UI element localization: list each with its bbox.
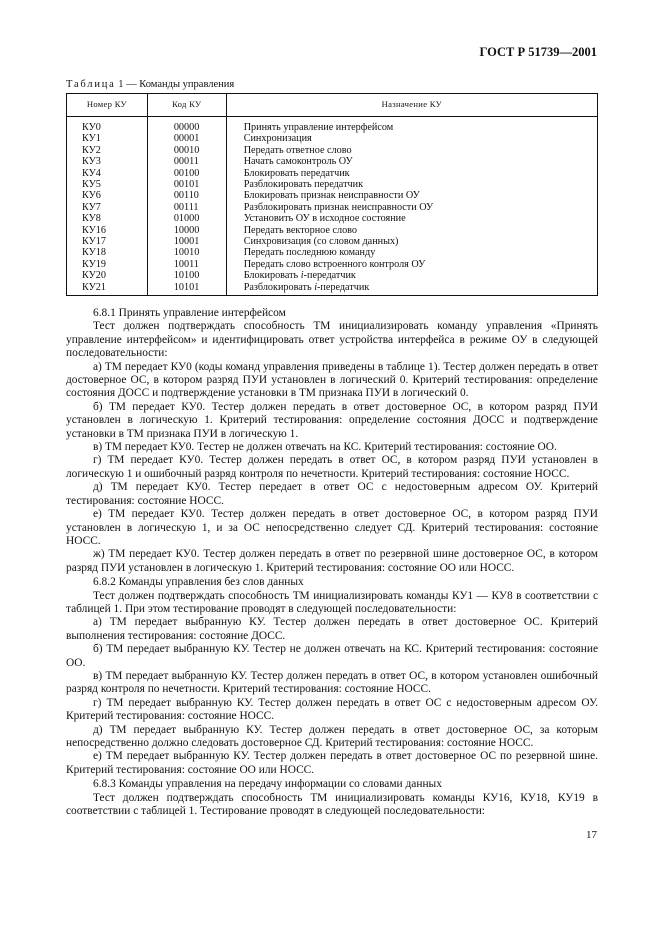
cell-command-number: КУ4 [67,168,148,179]
cell-command-number: КУ0 [67,117,148,134]
cell-command-purpose: Начать самоконтроль ОУ [226,156,597,167]
paragraph: ж) ТМ передает КУ0. Тестер должен передать в ответ по резервной шине достоверное ОС, в котором разряд ПУИ установлен в логическую 1. Критерий тестирования: состояние ОО или НОСС. [66,548,598,574]
cell-command-number: КУ3 [67,156,148,167]
cell-command-purpose: Блокировать признак неисправности ОУ [226,190,597,201]
section-heading: 6.8.2 Команды управления без слов данных [93,576,304,589]
cell-command-number: КУ7 [67,202,148,213]
table-row [67,168,598,179]
table-row [67,145,598,156]
cell-command-code: 00101 [147,179,226,190]
table-row [67,225,598,236]
table-caption [66,79,234,90]
table-header-row [67,94,598,117]
cell-command-purpose: Установить ОУ в исходное состояние [226,213,597,224]
cell-command-code: 00011 [147,156,226,167]
paragraph: Тест должен подтверждать способность ТМ инициализировать команду управления «Принять управление интерфейсом» и идентифицировать ответ устройства интерфейса в режиме ОУ в следующей последовательности: [66,320,598,360]
cell-command-code: 00000 [147,117,226,134]
page-number: 17 [586,829,597,841]
section-heading: 6.8.3 Команды управления на передачу информации со словами данных [93,778,442,791]
cell-command-code: 00001 [147,133,226,144]
table-row [67,179,598,190]
paragraph: е) ТМ передает выбранную КУ. Тестер должен передать в ответ достоверное ОС по резервной шине. Критерий тестирования: состояние ОО или НОСС. [66,750,598,776]
cell-command-number: КУ20 [67,270,148,281]
cell-command-number: КУ1 [67,133,148,144]
cell-command-number: КУ19 [67,259,148,270]
table-body [67,117,598,296]
table-row [67,117,598,134]
cell-command-number: КУ18 [67,247,148,258]
cell-command-code: 00110 [147,190,226,201]
cell-command-code: 01000 [147,213,226,224]
paragraph: г) ТМ передает выбранную КУ. Тестер должен передать в ответ ОС с недостоверным адресом ОУ. Критерий тестирования: состояние НОСС. [66,696,598,723]
table-caption-title: 1 — Команды управления [115,79,235,90]
paragraph: б) ТМ передает выбранную КУ. Тестер не должен отвечать на КС. Критерий тестирования: состояние ОО. [66,643,598,669]
paragraph: б) ТМ передает КУ0. Тестер должен передать в ответ достоверное ОС, в котором разряд ПУИ установлен в логическую 1. Критерий тестирования: определение состояния ДОСС и подтверждение установки в ТМ признака ПУИ в логическую 1. [66,400,598,440]
cell-command-purpose: Разблокировать признак неисправности ОУ [226,202,597,213]
cell-command-code: 10101 [147,282,226,296]
cell-command-number: КУ21 [67,282,148,296]
table-caption-prefix: Таблица [66,79,116,90]
cell-command-purpose: Передать ответное слово [226,145,597,156]
table-row [67,247,598,258]
cell-command-purpose: Передать последнюю команду [226,247,597,258]
paragraph: в) ТМ передает выбранную КУ. Тестер должен передать в ответ ОС, в котором установлен ошибочный разряд контроля по нечетности. Критерий тестирования: состояние НОСС. [66,669,598,696]
paragraph: е) ТМ передает КУ0. Тестер должен передать в ответ достоверное ОС, в котором разряд ПУИ установлен в логическую 1, и за ОС непосредственно следует СД. Критерий тестирования: состояние НОСС. [66,508,598,547]
cell-command-code: 00010 [147,145,226,156]
cell-command-code: 00111 [147,202,226,213]
cell-command-purpose: Блокировать i-передатчик [226,270,597,281]
table-row [67,190,598,201]
table-row [67,133,598,144]
cell-command-code: 10010 [147,247,226,258]
paragraph: д) ТМ передает выбранную КУ. Тестер должен передать в ответ достоверное ОС, за которым непосредственно должно следовать достоверное СД. Критерий тестирования: состояние НОСС. [66,723,598,749]
cell-command-code: 10100 [147,270,226,281]
paragraph: а) ТМ передает КУ0 (коды команд управления приведены в таблице 1). Тестер должен передать в ответ достоверное ОС, в котором разряд ПУИ установлен в логический 0. Критерий тестирования: определение состояния ДОСС и подтверждение установки в ТМ признака ПУИ в логический 0. [66,360,598,400]
cell-command-purpose: Блокировать передатчик [226,168,597,179]
paragraph: а) ТМ передает выбранную КУ. Тестер должен передать в ответ достоверное ОС. Критерий выполнения тестирования: состояние ДОСС. [66,616,598,642]
paragraph: Тест должен подтверждать способность ТМ инициализировать команды КУ16, КУ18, КУ19 в соответствии с таблицей 1. Тестирование проводят в следующей последовательности: [66,791,598,818]
cell-command-code: 10011 [147,259,226,270]
paragraph: д) ТМ передает КУ0. Тестер передает в ответ ОС с недостоверным адресом ОУ. Критерий тестирования: состояние НОСС. [66,481,598,507]
column-header-number: Номер КУ [67,94,148,117]
cell-command-number: КУ8 [67,213,148,224]
cell-command-purpose: Синхровизация (со словом данных) [226,236,597,247]
cell-command-purpose: Передать слово встроенного контроля ОУ [226,259,597,270]
commands-table [66,93,598,296]
cell-command-number: КУ17 [67,236,148,247]
cell-command-purpose: Разблокировать i-передатчик [226,282,597,296]
cell-command-code: 00100 [147,168,226,179]
document-header: ГОСТ Р 51739—2001 [479,45,597,59]
cell-command-code: 10000 [147,225,226,236]
paragraph: г) ТМ передает КУ0. Тестер должен передать в ответ ОС, в котором разряд ПУИ установлен в логическую 1 и ошибочный разряд контроля по нечетности. Критерий тестирования: состояние НОСС. [66,454,598,480]
table-row [67,213,598,224]
cell-command-number: КУ5 [67,179,148,190]
cell-command-purpose: Принять управление интерфейсом [226,117,597,134]
paragraph: в) ТМ передает КУ0. Тестер не должен отвечать на КС. Критерий тестирования: состояние ОО. [93,441,557,454]
table-row [67,259,598,270]
cell-command-number: КУ2 [67,145,148,156]
body-text [66,306,598,818]
column-header-code: Код КУ [147,94,226,117]
table-row [67,270,598,281]
cell-command-number: КУ16 [67,225,148,236]
cell-command-purpose: Синхронизация [226,133,597,144]
cell-command-code: 10001 [147,236,226,247]
table-row [67,236,598,247]
section-heading: 6.8.1 Принять управление интерфейсом [93,307,286,319]
paragraph: Тест должен подтверждать способность ТМ инициализировать команды КУ1 — КУ8 в соответствии с таблицей 1. При этом тестирование проводят в следующей последовательности: [66,589,598,615]
cell-command-purpose: Передать векторное слово [226,225,597,236]
table-row [67,202,598,213]
table-row [67,282,598,296]
column-header-purpose: Назначение КУ [226,94,597,117]
cell-command-number: КУ6 [67,190,148,201]
table-row [67,156,598,167]
cell-command-purpose: Разблокировать передатчик [226,179,597,190]
